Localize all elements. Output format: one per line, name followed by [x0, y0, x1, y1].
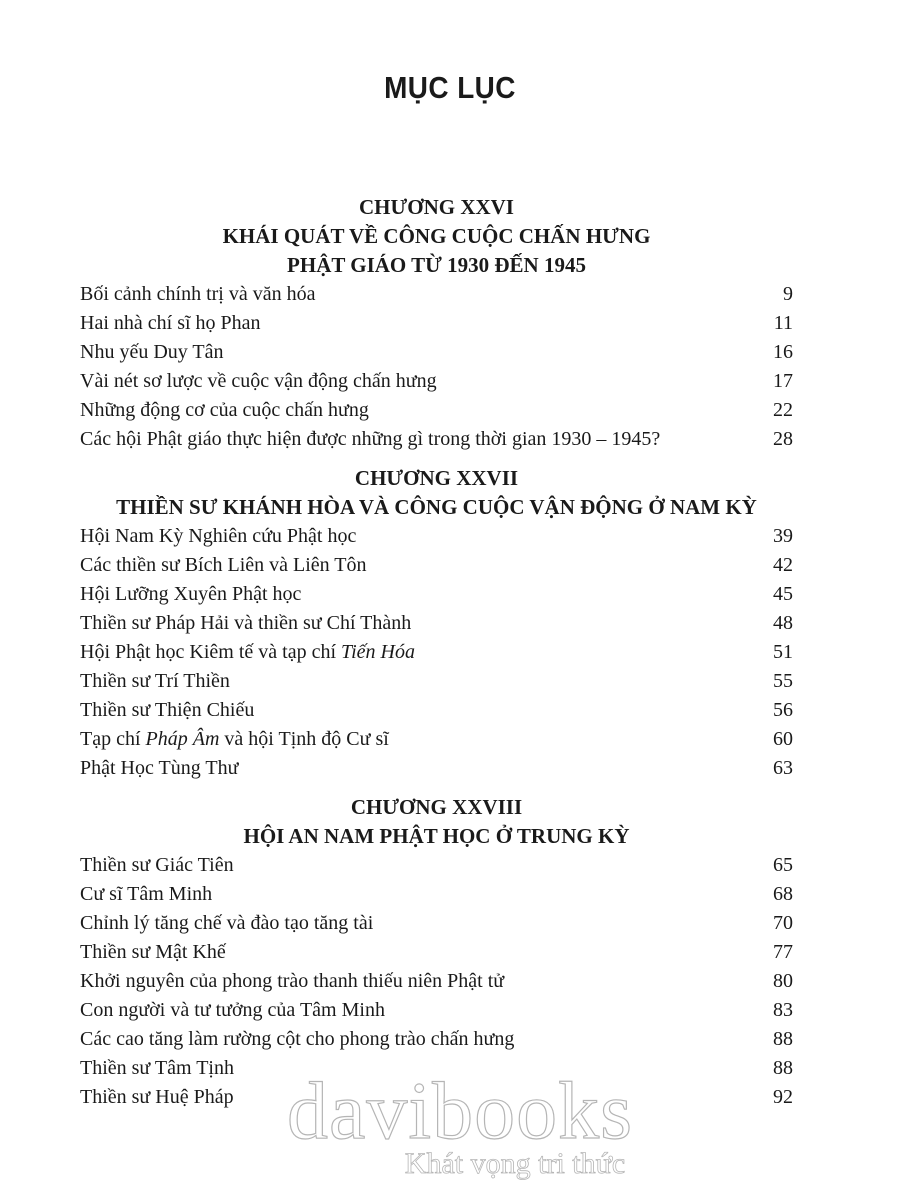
entry-page: 83 — [773, 999, 793, 1021]
entry-page: 60 — [773, 728, 793, 750]
chapter-xxvii — [80, 464, 793, 783]
entry-page: 77 — [773, 941, 793, 963]
chapter-title-line: PHẬT GIÁO TỪ 1930 ĐẾN 1945 — [287, 253, 586, 277]
chapter-label: CHƯƠNG XXVIII — [350, 795, 523, 819]
chapter-title-line: KHÁI QUÁT VỀ CÔNG CUỘC CHẤN HƯNG — [222, 224, 651, 248]
entry-title-prefix: Hội Phật học Kiêm tế và tạp chí — [80, 641, 342, 663]
toc-entry[interactable] — [80, 580, 793, 609]
entry-title: Hội Lưỡng Xuyên Phật học — [80, 583, 302, 605]
chapter-title-line: HỘI AN NAM PHẬT HỌC Ở TRUNG KỲ — [243, 824, 630, 848]
entry-title: Bối cảnh chính trị và văn hóa — [80, 283, 316, 305]
entry-title: Thiền sư Thiện Chiếu — [80, 699, 255, 721]
entry-title-italic: Pháp Âm — [145, 728, 220, 750]
toc-entry[interactable] — [80, 1054, 793, 1083]
entry-title: Thiền sư Tâm Tịnh — [80, 1057, 234, 1079]
entry-title — [80, 725, 389, 754]
entry-page: 17 — [773, 370, 793, 392]
entry-title-italic: Tiến Hóa — [341, 641, 415, 663]
entry-title: Vài nét sơ lược về cuộc vận động chấn hưng — [80, 370, 437, 392]
entry-title: Thiền sư Mật Khế — [80, 941, 226, 963]
entry-title: Các hội Phật giáo thực hiện được những gì trong thời gian 1930 – 1945? — [80, 428, 661, 450]
toc-entry[interactable] — [80, 851, 793, 880]
entry-page: 45 — [773, 583, 793, 605]
entry-page: 63 — [773, 757, 793, 779]
entry-title: Chỉnh lý tăng chế và đào tạo tăng tài — [80, 912, 374, 934]
toc-entry[interactable] — [80, 551, 793, 580]
chapter-heading — [80, 793, 793, 851]
toc-entry[interactable] — [80, 938, 793, 967]
entry-page: 88 — [773, 1028, 793, 1050]
entry-list — [80, 280, 793, 454]
entry-title: Những động cơ của cuộc chấn hưng — [80, 399, 369, 421]
entry-title: Khởi nguyên của phong trào thanh thiếu niên Phật tử — [80, 970, 505, 992]
entry-page: 70 — [773, 912, 793, 934]
entry-title: Con người và tư tưởng của Tâm Minh — [80, 999, 385, 1021]
entry-title: Phật Học Tùng Thư — [80, 757, 239, 779]
entry-page: 92 — [773, 1086, 793, 1108]
entry-list — [80, 522, 793, 783]
chapter-xxvi — [80, 193, 793, 454]
toc-entry[interactable] — [80, 754, 793, 783]
entry-title-prefix: Tạp chí — [80, 728, 146, 750]
entry-title: Các thiền sư Bích Liên và Liên Tôn — [80, 554, 367, 576]
toc-entry[interactable] — [80, 425, 793, 454]
entry-page: 22 — [773, 399, 793, 421]
toc-entry[interactable] — [80, 367, 793, 396]
chapter-heading — [80, 464, 793, 522]
chapter-heading — [80, 193, 793, 280]
entry-page: 16 — [773, 341, 793, 363]
entry-title: Thiền sư Trí Thiền — [80, 670, 230, 692]
entry-page: 56 — [773, 699, 793, 721]
entry-page: 65 — [773, 854, 793, 876]
entry-title: Cư sĩ Tâm Minh — [80, 883, 213, 905]
toc-entry[interactable] — [80, 522, 793, 551]
toc-entry[interactable] — [80, 880, 793, 909]
toc-entry[interactable] — [80, 1083, 793, 1112]
entry-page: 68 — [773, 883, 793, 905]
toc-entry[interactable] — [80, 1025, 793, 1054]
entry-title: Các cao tăng làm rường cột cho phong trào chấn hưng — [80, 1028, 515, 1050]
entry-page: 39 — [773, 525, 793, 547]
entry-title: Thiền sư Pháp Hải và thiền sư Chí Thành — [80, 612, 412, 634]
watermark-brand: davibooks — [286, 1065, 634, 1156]
entry-title — [80, 638, 415, 667]
table-of-contents — [80, 193, 793, 1112]
chapter-label: CHƯƠNG XXVII — [354, 466, 519, 490]
entry-page: 11 — [773, 312, 793, 334]
chapter-label: CHƯƠNG XXVI — [359, 195, 514, 219]
entry-page: 48 — [773, 612, 793, 634]
entry-title: Hai nhà chí sĩ họ Phan — [80, 312, 261, 334]
entry-page: 42 — [773, 554, 793, 576]
toc-entry[interactable] — [80, 396, 793, 425]
entry-list — [80, 851, 793, 1112]
toc-entry[interactable] — [80, 967, 793, 996]
toc-entry[interactable] — [80, 667, 793, 696]
entry-title: Nhu yếu Duy Tân — [80, 341, 224, 363]
toc-entry[interactable] — [80, 696, 793, 725]
entry-page: 88 — [773, 1057, 793, 1079]
toc-entry[interactable] — [80, 909, 793, 938]
chapter-title-line: THIỀN SƯ KHÁNH HÒA VÀ CÔNG CUỘC VẬN ĐỘNG Ở NAM KỲ — [116, 495, 757, 519]
page-title: MỤC LỤC — [384, 70, 516, 105]
entry-page: 80 — [773, 970, 793, 992]
toc-entry[interactable] — [80, 996, 793, 1025]
entry-title-suffix: và hội Tịnh độ Cư sĩ — [219, 728, 389, 750]
entry-page: 51 — [773, 641, 793, 663]
entry-page: 55 — [773, 670, 793, 692]
watermark-tagline: Khát vọng tri thức — [404, 1147, 626, 1180]
entry-title: Hội Nam Kỳ Nghiên cứu Phật học — [80, 525, 357, 547]
toc-entry[interactable] — [80, 638, 793, 667]
entry-page: 9 — [783, 283, 793, 305]
toc-entry[interactable] — [80, 609, 793, 638]
toc-entry[interactable] — [80, 338, 793, 367]
toc-entry[interactable] — [80, 309, 793, 338]
toc-entry[interactable] — [80, 280, 793, 309]
toc-entry[interactable] — [80, 725, 793, 754]
chapter-xxviii — [80, 793, 793, 1112]
entry-title: Thiền sư Huệ Pháp — [80, 1086, 234, 1108]
entry-page: 28 — [773, 428, 793, 450]
entry-title: Thiền sư Giác Tiên — [80, 854, 234, 876]
